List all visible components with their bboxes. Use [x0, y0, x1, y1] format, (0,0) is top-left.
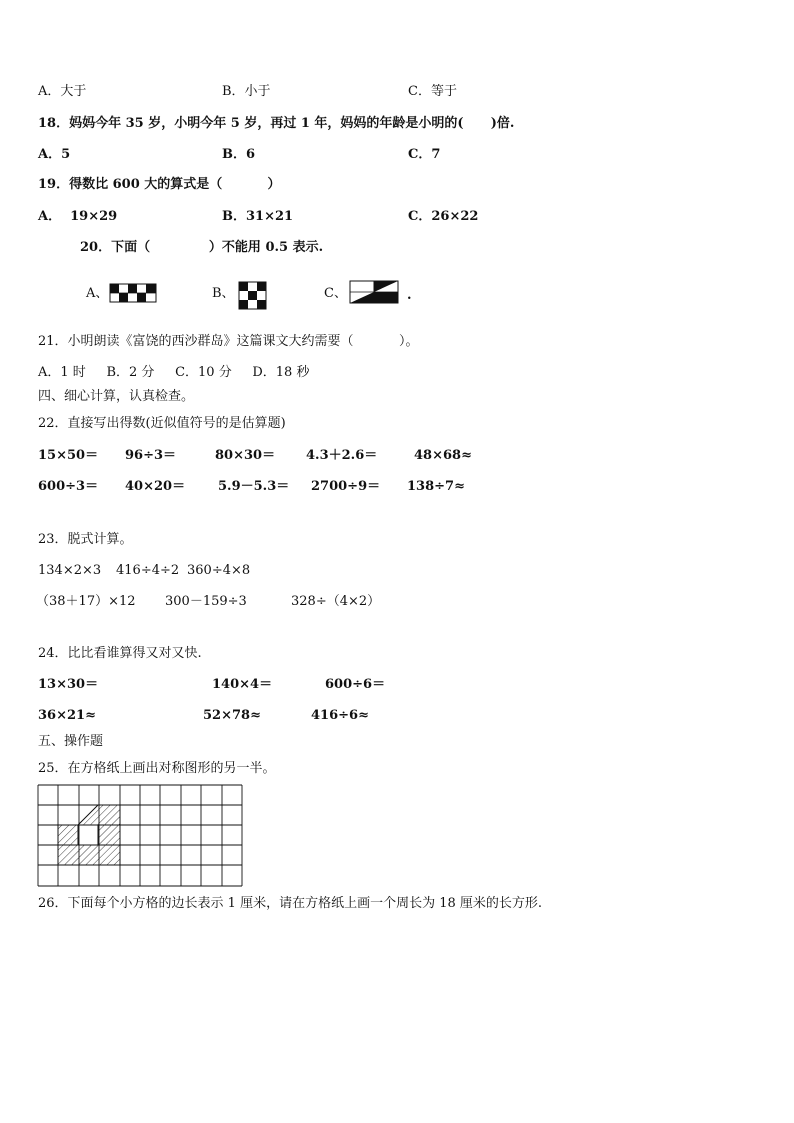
- q23-item: 300－159÷3: [165, 594, 247, 609]
- q22-item: 2700÷9＝: [311, 479, 381, 494]
- q17-option-b: B．小于: [222, 84, 271, 99]
- q25-stem: 25．在方格纸上画出对称图形的另一半。: [38, 761, 276, 776]
- section-4-heading: 四、细心计算，认真检查。: [38, 389, 195, 404]
- q20-option-b-label: B、: [212, 286, 235, 301]
- q20-figure-c: [350, 281, 398, 303]
- q18-option-c: C．7: [408, 147, 441, 162]
- q25-grid-paper: [38, 785, 243, 887]
- q22-item: 15×50＝: [38, 448, 99, 463]
- q24-item: 52×78≈: [203, 708, 261, 723]
- q19-option-c: C．26×22: [408, 209, 479, 224]
- q20-figure-a: [110, 284, 156, 302]
- q19-stem: 19．得数比 600 大的算式是（ ）: [38, 177, 281, 192]
- q20-stem: 20．下面（ ）不能用 0.5 表示.: [80, 240, 324, 255]
- q23-item: 360÷4×8: [187, 563, 251, 578]
- q18-stem: 18．妈妈今年 35 岁，小明今年 5 岁，再过 1 年，妈妈的年龄是小明的( )倍.: [38, 116, 515, 131]
- q22-item: 48×68≈: [414, 448, 472, 463]
- q17-option-a: A．大于: [38, 84, 87, 99]
- q24-item: 36×21≈: [38, 708, 96, 723]
- q20-option-a-label: A、: [86, 286, 109, 301]
- q24-item: 416÷6≈: [311, 708, 369, 723]
- q21-options: A．1 时 B．2 分 C．10 分 D．18 秒: [38, 365, 310, 380]
- q22-item: 96÷3＝: [125, 448, 177, 463]
- q23-item: 416÷4÷2: [116, 563, 180, 578]
- q20-period: .: [407, 288, 412, 303]
- q17-option-c: C．等于: [408, 84, 457, 99]
- q24-item: 140×4＝: [212, 677, 273, 692]
- q22-item: 600÷3＝: [38, 479, 99, 494]
- q22-item: 5.9－5.3＝: [218, 479, 290, 494]
- q23-item: 134×2×3: [38, 563, 102, 578]
- q20-figure-b: [239, 282, 266, 309]
- q24-stem: 24．比比看谁算得又对又快.: [38, 646, 202, 661]
- q21-stem: 21．小明朗读《富饶的西沙群岛》这篇课文大约需要（ ）。: [38, 334, 419, 349]
- q23-item: 328÷（4×2）: [291, 594, 381, 609]
- q26-stem: 26．下面每个小方格的边长表示 1 厘米，请在方格纸上画一个周长为 18 厘米的长方形.: [38, 896, 543, 911]
- q19-option-a: A． 19×29: [38, 209, 118, 224]
- q23-item: （38＋17）×12: [36, 594, 136, 609]
- q22-item: 40×20＝: [125, 479, 186, 494]
- q20-option-c-label: C、: [324, 286, 347, 301]
- q22-item: 4.3＋2.6＝: [306, 448, 378, 463]
- q22-stem: 22．直接写出得数(近似值符号的是估算题): [38, 416, 286, 431]
- q24-item: 600÷6＝: [325, 677, 386, 692]
- q23-stem: 23．脱式计算。: [38, 532, 133, 547]
- q18-option-b: B．6: [222, 147, 256, 162]
- q24-item: 13×30＝: [38, 677, 99, 692]
- q22-item: 138÷7≈: [407, 479, 465, 494]
- section-5-heading: 五、操作题: [38, 734, 104, 749]
- q22-item: 80×30＝: [215, 448, 276, 463]
- q18-option-a: A．5: [38, 147, 71, 162]
- q19-option-b: B．31×21: [222, 209, 294, 224]
